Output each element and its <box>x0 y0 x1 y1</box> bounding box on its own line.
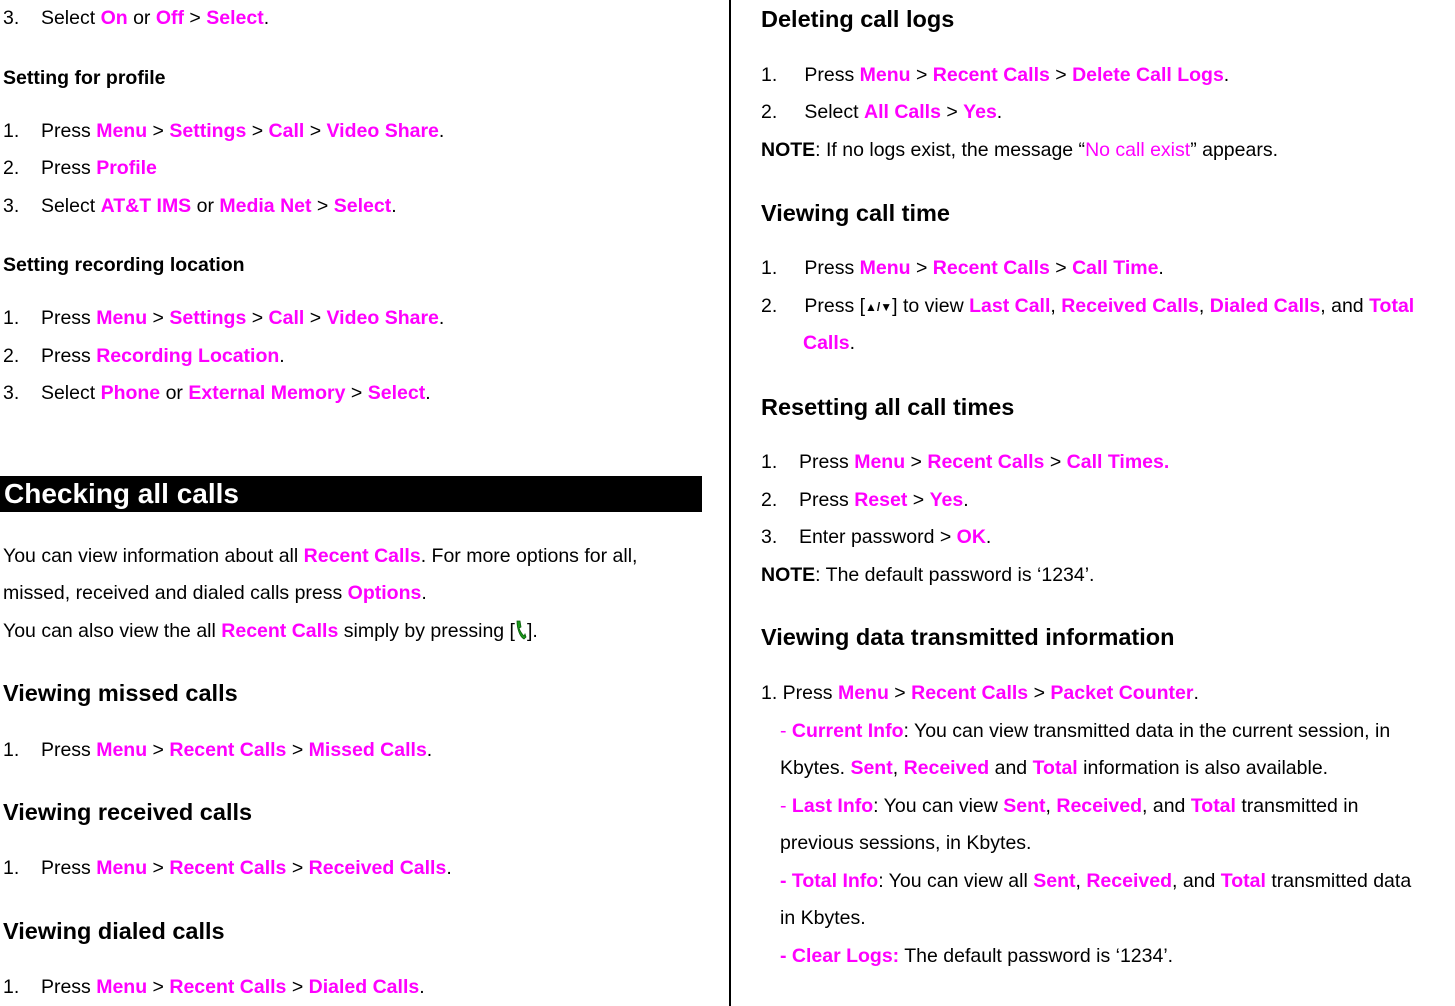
text-segment: Total <box>1190 795 1236 817</box>
text-segment: > <box>910 257 933 279</box>
data-list-item-1 <box>761 681 1199 705</box>
text-segment: 2. <box>761 489 778 511</box>
text-segment: > <box>147 739 170 761</box>
current-info-line-1 <box>780 719 1390 743</box>
text-segment: 1. <box>3 120 20 142</box>
text-segment: . <box>985 526 992 548</box>
text-segment: 2. <box>3 157 20 179</box>
text-segment: External Memory <box>188 382 346 404</box>
text-segment: Total <box>1220 870 1266 892</box>
text-segment: Total <box>1032 757 1078 779</box>
text-segment: , <box>1198 295 1210 317</box>
text-segment: . For more options for all, <box>420 545 638 567</box>
last-info-line-1 <box>780 794 1358 818</box>
text-segment: Menu <box>96 120 148 142</box>
text-segment: ] to view <box>892 295 970 317</box>
text-segment: Call Times. <box>1066 451 1170 473</box>
text-segment: Media Net <box>219 195 312 217</box>
text-segment: Press <box>804 64 860 86</box>
text-segment: 1. <box>761 451 778 473</box>
text-segment: > <box>888 682 912 704</box>
text-segment: 1. <box>3 307 20 329</box>
text-segment: Enter password > <box>798 526 957 548</box>
text-segment: 3. <box>3 195 20 217</box>
text-segment: . <box>426 739 433 761</box>
text-segment: > <box>246 120 269 142</box>
text-segment: Call <box>268 120 305 142</box>
reset-list-item-2 <box>761 488 969 512</box>
text-segment: Sent <box>1003 795 1046 817</box>
text-segment: > <box>304 307 327 329</box>
text-segment: No call exist <box>1085 139 1191 161</box>
clear-logs-line <box>780 944 1173 968</box>
text-segment: Options <box>347 582 422 604</box>
text-segment: Press <box>798 489 855 511</box>
text-segment: Recent Calls <box>169 739 287 761</box>
text-segment: Off <box>155 7 184 29</box>
text-segment: information is also available. <box>1077 757 1329 779</box>
text-segment: 1. <box>3 857 20 879</box>
text-segment: > <box>286 857 309 879</box>
text-segment: You can also view the all <box>3 620 222 642</box>
text-segment: Last Info <box>791 795 874 817</box>
text-segment: > <box>147 120 170 142</box>
text-segment: NOTE <box>761 139 816 161</box>
text-segment: Recent Calls <box>169 976 287 998</box>
data-heading: Viewing data transmitted information <box>761 624 1175 650</box>
total-info-line-2: in Kbytes. <box>780 907 866 929</box>
text-segment: > <box>1049 257 1073 279</box>
profile-step-3 <box>3 6 269 30</box>
text-segment: Press <box>40 120 97 142</box>
text-segment: > <box>286 739 309 761</box>
nav-up-down-icon: ▲/▼ <box>865 300 893 314</box>
text-segment: > <box>345 382 368 404</box>
call-time-list-item-2-cont <box>803 331 855 355</box>
text-segment: Yes <box>963 101 997 123</box>
text-segment: . <box>438 120 445 142</box>
text-segment: Calls <box>803 332 850 354</box>
profile-list-item-1 <box>3 119 444 143</box>
text-segment: > <box>147 857 170 879</box>
total-info-line-1 <box>780 869 1411 893</box>
text-segment: Sent <box>1033 870 1076 892</box>
text-segment: Received <box>1056 795 1143 817</box>
text-segment: Call Time <box>1072 257 1159 279</box>
text-segment: OK <box>956 526 986 548</box>
profile-heading: Setting for profile <box>3 67 166 89</box>
last-info-line-2: previous sessions, in Kbytes. <box>780 832 1032 854</box>
text-segment: 2. <box>761 101 778 123</box>
text-segment: > <box>311 195 334 217</box>
text-segment: Menu <box>854 451 906 473</box>
profile-list-item-3 <box>3 194 397 218</box>
text-segment: Received Calls <box>308 857 447 879</box>
text-segment: : The default password is ‘1234’. <box>815 564 1095 586</box>
text-segment: Packet Counter <box>1050 682 1194 704</box>
text-segment: > <box>910 64 933 86</box>
intro-line-3 <box>3 619 538 643</box>
text-segment: Press <box>40 739 97 761</box>
text-segment: > <box>246 307 269 329</box>
text-segment: or <box>127 7 156 29</box>
text-segment: Delete Call Logs <box>1072 64 1224 86</box>
text-segment: and <box>989 757 1033 779</box>
text-segment: Sent <box>850 757 893 779</box>
text-segment: Menu <box>96 976 148 998</box>
text-segment: - <box>780 720 792 742</box>
text-segment: : You can view <box>873 795 1004 817</box>
text-segment: Select <box>40 382 101 404</box>
recording-list-item-1 <box>3 306 444 330</box>
text-segment: simply by pressing [ <box>338 620 515 642</box>
text-segment: > <box>1049 64 1073 86</box>
text-segment: . <box>849 332 856 354</box>
delete-list-item-1 <box>761 63 1229 87</box>
text-segment: Press <box>804 257 860 279</box>
text-segment: Received <box>903 757 990 779</box>
text-segment: Kbytes. <box>780 757 851 779</box>
text-segment: Settings <box>169 120 247 142</box>
text-segment: 2. <box>3 345 20 367</box>
text-segment: Recent Calls <box>932 257 1050 279</box>
text-segment: Settings <box>169 307 247 329</box>
text-segment: 1. <box>3 739 20 761</box>
text-segment: Profile <box>96 157 157 179</box>
text-segment: Recording Location <box>96 345 280 367</box>
text-segment: > <box>184 7 207 29</box>
text-segment: ]. <box>526 620 538 642</box>
reset-list-item-1 <box>761 450 1169 474</box>
text-segment: > <box>907 489 930 511</box>
reset-list-item-3 <box>761 525 991 549</box>
text-segment: All Calls <box>863 101 941 123</box>
current-info-line-2 <box>780 756 1328 780</box>
text-segment: Select <box>40 195 101 217</box>
text-segment: . <box>419 976 425 998</box>
text-segment: Press <box>40 307 97 329</box>
text-segment: Press <box>40 157 97 179</box>
text-segment: Recent Calls <box>303 545 421 567</box>
text-segment: 3. <box>3 382 20 404</box>
text-segment: The default password is ‘1234’. <box>899 945 1174 967</box>
text-segment: . <box>438 307 445 329</box>
text-segment: - Clear Logs: <box>780 945 900 967</box>
text-segment: On <box>100 7 128 29</box>
text-segment: You can view information about all <box>3 545 304 567</box>
text-segment: > <box>147 307 170 329</box>
text-segment: 3. <box>3 7 20 29</box>
text-segment: Dialed Calls <box>308 976 420 998</box>
text-segment: Total <box>1369 295 1415 317</box>
text-segment: 1. <box>761 257 778 279</box>
note-no-logs <box>761 138 1278 162</box>
text-segment: , <box>892 757 904 779</box>
intro-line-1 <box>3 544 637 568</box>
text-segment: Menu <box>859 257 911 279</box>
text-segment: transmitted data <box>1265 870 1412 892</box>
text-segment: Last Call <box>969 295 1051 317</box>
text-segment: . <box>421 582 427 604</box>
column-divider <box>729 0 731 1006</box>
delete-heading: Deleting call logs <box>761 6 955 32</box>
text-segment: ” appears. <box>1190 139 1278 161</box>
text-segment: - <box>780 795 792 817</box>
text-segment: transmitted in <box>1235 795 1359 817</box>
reset-heading: Resetting all call times <box>761 394 1015 420</box>
text-segment: Press <box>40 976 97 998</box>
text-segment: . <box>1193 682 1199 704</box>
text-segment: Select <box>367 382 426 404</box>
text-segment: Current Info <box>791 720 904 742</box>
text-segment: 2. <box>761 295 778 317</box>
text-segment: : If no logs exist, the message “ <box>815 139 1086 161</box>
received-heading: Viewing received calls <box>3 799 253 825</box>
text-segment: Reset <box>854 489 908 511</box>
text-segment: , <box>1045 795 1057 817</box>
text-segment: . <box>425 382 431 404</box>
text-segment: , and <box>1171 870 1221 892</box>
text-segment: . <box>391 195 397 217</box>
text-segment: 1. Press <box>761 682 838 704</box>
recording-list-item-2 <box>3 344 285 368</box>
text-segment: 3. <box>761 526 778 548</box>
text-segment: Dialed Calls <box>1209 295 1321 317</box>
text-segment: Menu <box>96 307 148 329</box>
text-segment: , <box>1050 295 1062 317</box>
text-segment: . <box>263 7 270 29</box>
call-time-heading: Viewing call time <box>761 200 950 226</box>
recording-list-item-3 <box>3 381 431 405</box>
text-segment: > <box>304 120 327 142</box>
text-segment: Recent Calls <box>927 451 1045 473</box>
text-segment: . <box>279 345 285 367</box>
text-segment: : You can view transmitted data in the current session, in <box>903 720 1391 742</box>
text-segment: or <box>160 382 189 404</box>
text-segment: Received Calls <box>1061 295 1199 317</box>
call-time-list-item-2 <box>761 294 1414 319</box>
text-segment: Press [ <box>804 295 866 317</box>
text-segment: AT&T IMS <box>100 195 192 217</box>
text-segment: > <box>905 451 928 473</box>
text-segment: Recent Calls <box>911 682 1029 704</box>
text-segment: Received <box>1086 870 1172 892</box>
text-segment: Menu <box>859 64 911 86</box>
text-segment: : You can view all <box>878 870 1034 892</box>
text-segment: Menu <box>96 857 148 879</box>
text-segment: . <box>446 857 452 879</box>
text-segment: Recent Calls <box>169 857 287 879</box>
recording-heading: Setting recording location <box>3 254 245 276</box>
text-segment: Select <box>804 101 864 123</box>
text-segment: Press <box>40 857 97 879</box>
text-segment: - Total Info <box>780 870 879 892</box>
text-segment: Select <box>333 195 392 217</box>
text-segment: Menu <box>837 682 889 704</box>
text-segment: Video Share <box>326 307 439 329</box>
text-segment: Recent Calls <box>932 64 1050 86</box>
send-key-icon <box>515 620 527 640</box>
text-segment: NOTE <box>761 564 816 586</box>
received-list-item-1 <box>3 856 452 880</box>
text-segment: > <box>1028 682 1051 704</box>
delete-list-item-2 <box>761 100 1002 124</box>
text-segment: Video Share <box>326 120 439 142</box>
text-segment: > <box>1044 451 1067 473</box>
text-segment: Select <box>206 7 264 29</box>
text-segment: Recent Calls <box>221 620 339 642</box>
text-segment: 1. <box>3 976 20 998</box>
text-segment: . <box>963 489 969 511</box>
text-segment: Missed Calls <box>308 739 427 761</box>
missed-list-item-1 <box>3 738 432 762</box>
call-time-list-item-1 <box>761 256 1164 280</box>
text-segment: or <box>191 195 220 217</box>
text-segment: > <box>940 101 964 123</box>
intro-line-2 <box>3 581 427 605</box>
text-segment: Press <box>40 345 97 367</box>
text-segment: , and <box>1320 295 1370 317</box>
text-segment: Press <box>798 451 855 473</box>
text-segment: missed, received and dialed calls press <box>3 582 348 604</box>
profile-list-item-2 <box>3 156 157 180</box>
text-segment: Yes <box>929 489 964 511</box>
text-segment: Select <box>40 7 101 29</box>
text-segment: Menu <box>96 739 148 761</box>
missed-heading: Viewing missed calls <box>3 680 238 706</box>
text-segment: . <box>1223 64 1230 86</box>
text-segment: Call <box>268 307 305 329</box>
dialed-list-item-1 <box>3 975 425 999</box>
text-segment: . <box>996 101 1003 123</box>
text-segment: 1. <box>761 64 778 86</box>
dialed-heading: Viewing dialed calls <box>3 918 225 944</box>
text-segment: , and <box>1142 795 1191 817</box>
text-segment: , <box>1075 870 1087 892</box>
section-title-bar: Checking all calls <box>0 476 702 512</box>
text-segment: > <box>286 976 309 998</box>
note-default-password <box>761 563 1094 587</box>
text-segment: Phone <box>100 382 161 404</box>
text-segment: > <box>147 976 170 998</box>
text-segment: . <box>1158 257 1164 279</box>
